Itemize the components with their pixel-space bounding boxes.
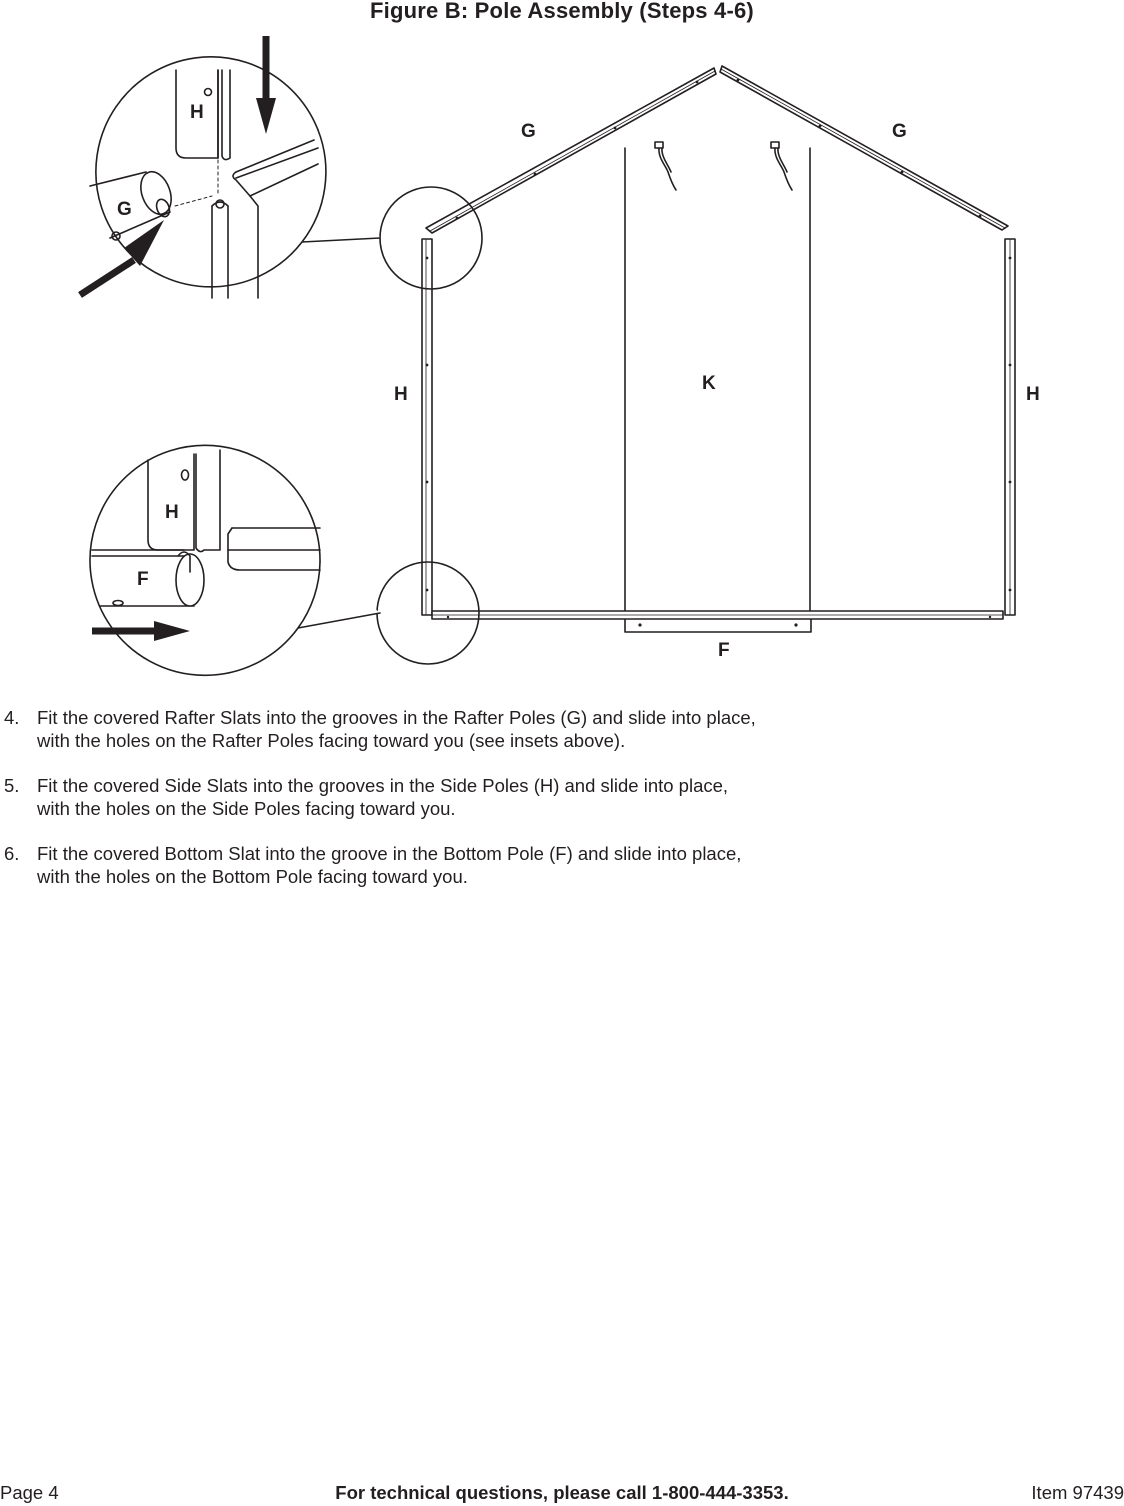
step-text-line: Fit the covered Bottom Slat into the groove in the Bottom Pole (F) and slide into place, (37, 843, 742, 864)
rafter-pole-left (426, 68, 716, 233)
pole-assembly-diagram (0, 30, 1124, 680)
side-pole-left (422, 239, 432, 615)
step-number: 5. (4, 775, 20, 796)
inset-bottom (90, 445, 380, 675)
label-rafter-right: G (892, 121, 907, 142)
label-side-right: H (1026, 384, 1040, 405)
step-text-line: Fit the covered Side Slats into the grooves in the Side Poles (H) and slide into place, (37, 775, 729, 796)
label-inset-bottom-side: H (165, 502, 179, 523)
hook-left (655, 142, 676, 190)
label-rafter-left: G (521, 121, 536, 142)
rafter-pole-right (720, 66, 1008, 230)
step-text-line: with the holes on the Rafter Poles facing toward you (see insets above). (37, 730, 626, 751)
page-number: Page 4 (0, 1482, 59, 1503)
label-side-left: H (394, 384, 408, 405)
label-center-slat: K (702, 373, 716, 394)
step-4 (0, 706, 900, 752)
hook-right (771, 142, 792, 190)
technical-support-line: For technical questions, please call 1-800-444-3353. (335, 1482, 789, 1503)
item-number: Item 97439 (1031, 1482, 1124, 1503)
step-text-line: Fit the covered Rafter Slats into the grooves in the Rafter Poles (G) and slide into place, (37, 707, 756, 728)
step-number: 6. (4, 843, 20, 864)
step-6 (0, 842, 900, 888)
page-footer (0, 1482, 1124, 1506)
inset-top (80, 36, 380, 298)
label-inset-top-side: H (190, 102, 204, 123)
step-5 (0, 774, 900, 820)
step-number: 4. (4, 707, 20, 728)
bottom-pole (432, 611, 1003, 619)
figure-title: Figure B: Pole Assembly (Steps 4-6) (370, 0, 754, 23)
step-text-line: with the holes on the Bottom Pole facing toward you. (37, 866, 468, 887)
step-text-line: with the holes on the Side Poles facing toward you. (37, 798, 456, 819)
center-slat (625, 148, 811, 632)
assembly-steps (0, 706, 900, 910)
label-inset-bottom-pole: F (137, 569, 149, 590)
label-inset-top-rafter: G (117, 199, 132, 220)
label-bottom-pole: F (718, 640, 730, 661)
side-pole-right (1005, 239, 1015, 615)
